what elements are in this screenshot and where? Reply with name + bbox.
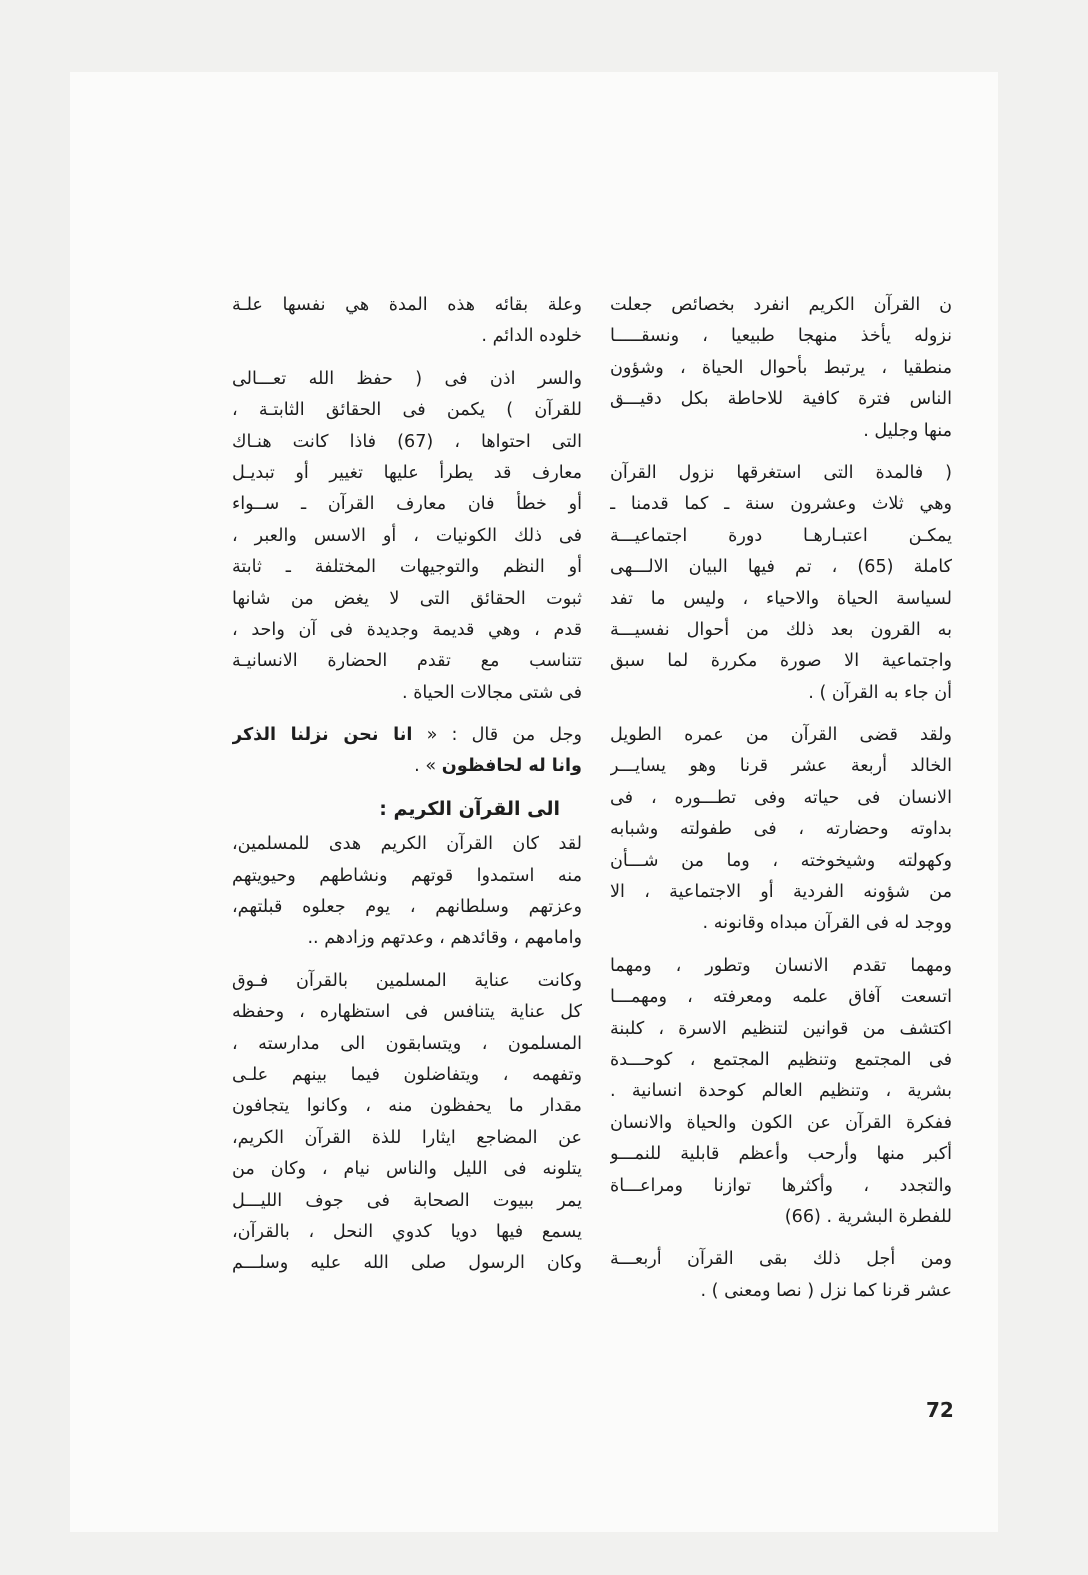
text-line: منطقيا ، يرتبط بأحوال الحياة ، وشؤون bbox=[610, 357, 952, 378]
paragraph bbox=[610, 951, 952, 1234]
text-line: وعلة بقائه هذه المدة هي نفسها علـة bbox=[232, 295, 582, 315]
text-line: عن المضاجع ايثارا للذة القرآن الكريم، bbox=[232, 1127, 582, 1148]
text-line: قدم ، وهي قديمة وجديدة فى آن واحد ، bbox=[232, 619, 582, 640]
text-line: لقد كان القرآن الكريم هدى للمسلمين، bbox=[232, 834, 582, 855]
text-line: ومهما تقدم الانسان وتطور ، ومهما bbox=[610, 955, 952, 976]
text-line: اتسعت آفاق علمه ومعرفته ، ومهمـــا bbox=[610, 987, 952, 1008]
text-line: منها وجليل . bbox=[863, 420, 952, 441]
paragraph-3 bbox=[232, 829, 582, 955]
paragraph-1 bbox=[232, 290, 582, 353]
text-line: نزوله يأخذ منهجا طبيعيا ، ونسقـــــا bbox=[610, 326, 952, 347]
quote-end: » . bbox=[414, 756, 437, 777]
right-text-column bbox=[610, 290, 952, 1307]
text-line: من شؤونه الفردية أو الاجتماعية ، الا bbox=[610, 882, 952, 903]
text-line: ففكرة القرآن عن الكون والحياة والانسان bbox=[610, 1112, 952, 1133]
book-page bbox=[70, 72, 998, 1532]
text-line: للفطرة البشرية . (66) bbox=[784, 1206, 952, 1227]
text-line: يتلونه فى الليل والناس نيام ، وكان من bbox=[232, 1159, 582, 1180]
text-line: ومن أجل ذلك بقى القرآن أربعـــة bbox=[610, 1249, 952, 1270]
text-line: منه استمدوا قوتهم ونشاطهم وحيويتهم bbox=[232, 865, 582, 886]
text-line: أو النظم والتوجيهات المختلفة ـ ثابتة bbox=[232, 557, 582, 578]
text-line: والتجدد ، وأكثرها توازنا ومراعـــاة bbox=[610, 1175, 952, 1196]
page-number: 72 bbox=[926, 1398, 954, 1422]
text-line: التى احتواها ، (67) فاذا كانت هنـاك bbox=[232, 431, 582, 452]
text-line: يمكـن اعتبـارهـا دورة اجتماعيـــة bbox=[610, 525, 952, 546]
text-line: يمر ببيوت الصحابة فى جوف الليـــل bbox=[232, 1190, 582, 1211]
text-line: فى شتى مجالات الحياة . bbox=[402, 682, 582, 703]
paragraph bbox=[610, 290, 952, 447]
text-line: فى المجتمع وتنظيم المجتمع ، كوحـــدة bbox=[610, 1049, 952, 1070]
text-line: فى ذلك الكونيات ، أو الاسس والعبر ، bbox=[232, 525, 582, 546]
text-line: وعزتهم وسلطانهم ، يوم جعلوه قبلتهم، bbox=[232, 897, 582, 918]
text-line: واجتماعية الا صورة مكررة لما سبق bbox=[610, 651, 952, 672]
text-line: الانسان فى حياته وفى تطـــوره ، فى bbox=[610, 787, 952, 808]
text-line: ولقد قضى القرآن من عمره الطويل bbox=[610, 725, 952, 746]
paragraph-4 bbox=[232, 966, 582, 1280]
quote-verse-part-1: انا نحن نزلنا الذكر bbox=[232, 725, 413, 746]
text-line: والسر اذن فى ( حفظ الله تعـــالى bbox=[232, 368, 582, 389]
text-line: كل عناية يتنافس فى استظهاره ، وحفظه bbox=[232, 1002, 582, 1023]
text-line: المسلمون ، ويتسابقون الى مدارسته ، bbox=[232, 1033, 582, 1054]
text-line: بشرية ، وتنظيم العالم كوحدة انسانية . bbox=[610, 1081, 952, 1102]
quote-intro: وجل من قال : « bbox=[426, 725, 582, 746]
paragraph bbox=[610, 458, 952, 709]
paragraph bbox=[610, 1244, 952, 1307]
text-line: كاملة (65) ، تم فيها البيان الالـــهى bbox=[610, 557, 952, 578]
section-heading: الى القرآن الكريم : bbox=[379, 797, 560, 820]
paragraph bbox=[610, 720, 952, 940]
text-line: الناس فترة كافية للاحاطة بكل دقيـــق bbox=[610, 389, 952, 410]
text-line: مقدار ما يحفظون منه ، وكانوا يتجافون bbox=[232, 1096, 582, 1117]
text-line: ( فالمدة التى استغرقها نزول القرآن bbox=[610, 462, 952, 483]
text-line: ثبوت الحقائق التى لا يغض من شانها bbox=[232, 588, 582, 609]
text-line: وكانت عناية المسلمين بالقرآن فـوق bbox=[232, 970, 582, 991]
text-line: وكهولته وشيخوخته ، وما من شـــأن bbox=[610, 850, 952, 871]
text-line: أكبر منها وأرحب وأعظم قابلية للنمـــو bbox=[610, 1144, 952, 1165]
quran-quote bbox=[232, 720, 582, 783]
text-line: وامامهم ، وقائدهم ، وعدتهم وزادهم .. bbox=[307, 928, 582, 949]
text-line: معارف قد يطرأ عليها تغيير أو تبديـل bbox=[232, 462, 582, 483]
text-line: تتناسب مع تقدم الحضارة الانسانيـة bbox=[232, 651, 582, 672]
quote-verse-part-2: وانا له لحافظون bbox=[441, 756, 582, 777]
text-line: يسمع فيها دويا كدوي النحل ، بالقرآن، bbox=[232, 1221, 582, 1242]
text-line: لسياسة الحياة والاحياء ، وليس ما تفد bbox=[610, 588, 952, 609]
left-text-column bbox=[232, 290, 582, 1280]
text-line bbox=[232, 720, 582, 751]
text-line: للقرآن ) يكمن فى الحقائق الثابتـة ، bbox=[232, 400, 582, 421]
text-line: وهي ثلاث وعشرون سنة ـ كما قدمنا ـ bbox=[610, 494, 952, 515]
text-line: عشر قرنا كما نزل ( نصا ومعنى ) . bbox=[700, 1280, 952, 1301]
text-line: وتفهمه ، ويتفاضلون فيما بينهم علـى bbox=[232, 1064, 582, 1085]
text-line: أو خطأ فان معارف القرآن ـ ســواء bbox=[232, 494, 582, 515]
text-line: الخالد أربعة عشر قرنا وهو يسايـــر bbox=[610, 756, 952, 777]
text-line: أن جاء به القرآن ) . bbox=[808, 682, 952, 703]
text-line: بداوته وحضارته ، فى طفولته وشبابه bbox=[610, 819, 952, 840]
text-line: ن القرآن الكريم انفرد بخصائص جعلت bbox=[610, 295, 952, 315]
text-line: به القرون بعد ذلك من أحوال نفسيـــة bbox=[610, 619, 952, 640]
text-line: اكتشف من قوانين لتنظيم الاسرة ، كلبنة bbox=[610, 1018, 952, 1039]
text-line: ووجد له فى القرآن مبداه وقانونه . bbox=[702, 913, 952, 934]
text-line bbox=[232, 751, 582, 782]
text-line: خلوده الدائم . bbox=[481, 326, 582, 347]
paragraph-2 bbox=[232, 364, 582, 709]
text-line: وكان الرسول صلى الله عليه وسلـــم bbox=[232, 1253, 582, 1274]
